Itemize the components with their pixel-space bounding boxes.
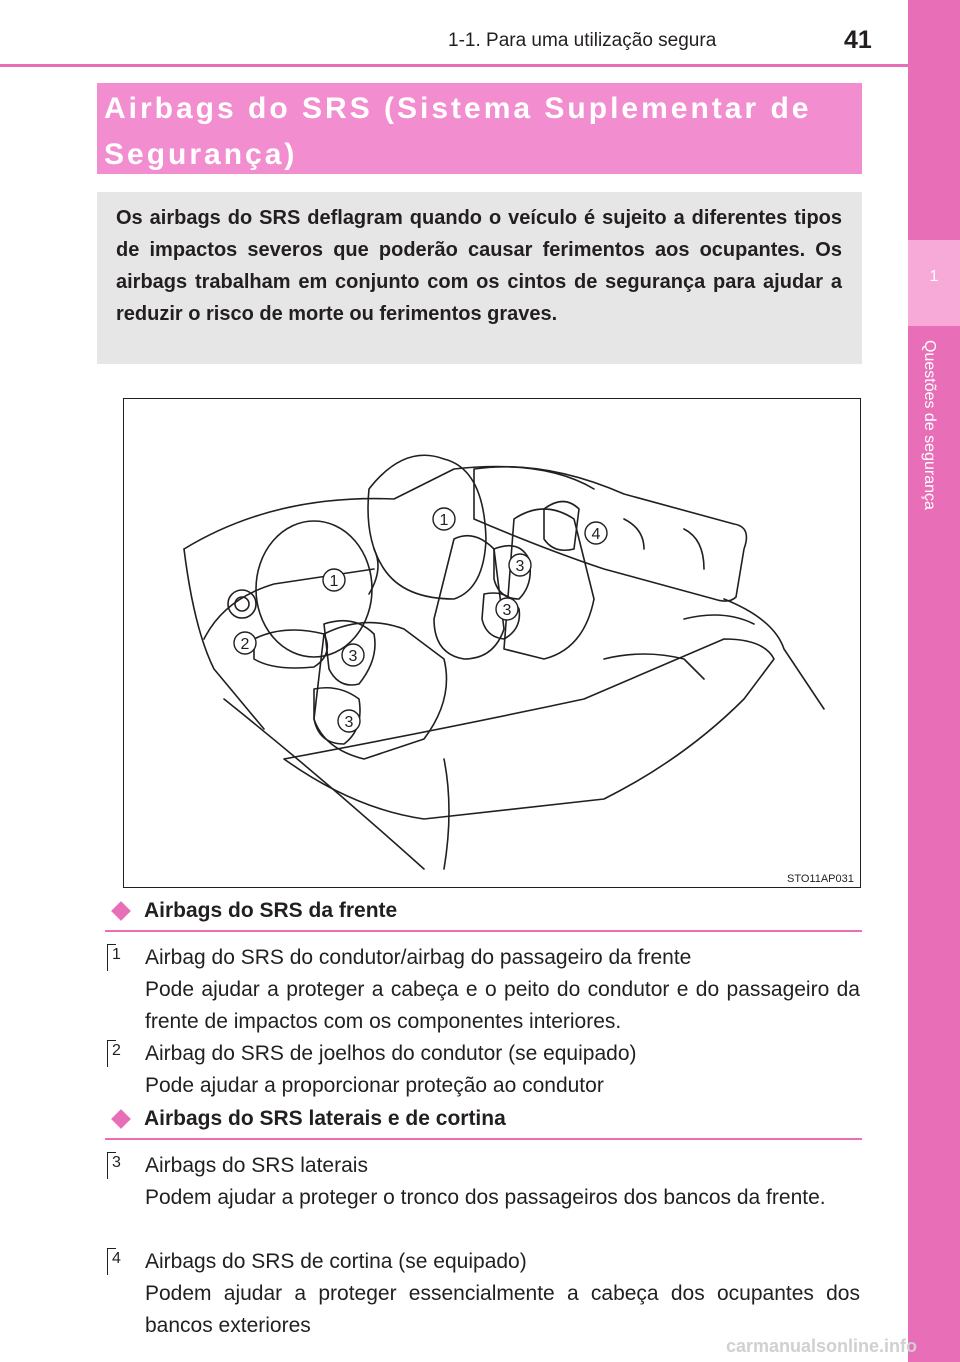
item-2 bbox=[145, 1038, 860, 1102]
page-number: 41 bbox=[844, 26, 872, 54]
subheading-side-curtain-airbags bbox=[112, 1107, 506, 1131]
subheading-front-airbags bbox=[112, 899, 397, 923]
callout-1-passenger bbox=[433, 508, 455, 530]
item-title: Airbag do SRS de joelhos do condutor (se equipado) bbox=[145, 1042, 637, 1065]
item-1 bbox=[145, 942, 860, 1038]
svg-text:1: 1 bbox=[329, 573, 339, 590]
car-interior-illustration bbox=[124, 399, 860, 887]
svg-text:3: 3 bbox=[348, 648, 358, 665]
subheading-rule bbox=[105, 930, 862, 932]
callout-4 bbox=[585, 522, 607, 544]
callout-3-driver-lower bbox=[338, 710, 360, 732]
item-number-4: 4 bbox=[107, 1248, 131, 1274]
page-title: Airbags do SRS (Sistema Suplementar de Segurança) bbox=[104, 92, 812, 171]
subheading-text: Airbags do SRS da frente bbox=[144, 899, 398, 922]
subheading-text: Airbags do SRS laterais e de cortina bbox=[144, 1107, 506, 1130]
svg-text:3: 3 bbox=[502, 602, 512, 619]
callout-1-driver bbox=[323, 569, 345, 591]
callout-2 bbox=[234, 632, 256, 654]
item-number-1: 1 bbox=[107, 944, 131, 970]
item-number-3: 3 bbox=[107, 1152, 131, 1178]
diamond-bullet-icon bbox=[111, 901, 131, 921]
item-title: Airbags do SRS de cortina (se equipado) bbox=[145, 1250, 527, 1273]
callout-3-passenger-lower bbox=[496, 598, 518, 620]
item-title: Airbag do SRS do condutor/airbag do passageiro da frente bbox=[145, 946, 692, 969]
header-rule bbox=[0, 64, 908, 67]
svg-text:3: 3 bbox=[344, 714, 354, 731]
airbag-figure bbox=[123, 398, 861, 888]
item-desc: Podem ajudar a proteger o tronco dos passageiros dos bancos da frente. bbox=[145, 1186, 826, 1209]
intro-text: Os airbags do SRS deflagram quando o veículo é sujeito a diferentes tipos de impactos severos que poderão causar ferimentos aos ocupantes. Os airbags trabalham em conjunto com os cintos de segurança para ajudar a reduzir o risco de morte ou ferimentos graves. bbox=[116, 207, 842, 325]
callout-3-passenger-upper bbox=[509, 554, 531, 576]
callout-3-driver-upper bbox=[342, 644, 364, 666]
diamond-bullet-icon bbox=[111, 1109, 131, 1129]
watermark: carmanualsonline.info bbox=[726, 1336, 918, 1356]
passenger-airbag bbox=[368, 455, 486, 599]
section-label: 1-1. Para uma utilização segura bbox=[448, 30, 717, 51]
item-number-2: 2 bbox=[107, 1040, 131, 1066]
item-title: Airbags do SRS laterais bbox=[145, 1154, 368, 1177]
side-tab-label: Questões de segurança bbox=[921, 340, 938, 510]
figure-code: STO11AP031 bbox=[787, 873, 854, 885]
knee-airbag bbox=[254, 630, 327, 668]
svg-text:4: 4 bbox=[591, 526, 601, 543]
svg-text:1: 1 bbox=[439, 512, 449, 529]
side-tab-chapter-number: 1 bbox=[929, 268, 939, 285]
driver-airbag bbox=[256, 521, 372, 657]
side-tab bbox=[908, 0, 960, 1362]
item-desc: Pode ajudar a proporcionar proteção ao condutor bbox=[145, 1074, 604, 1097]
subheading-rule bbox=[105, 1138, 862, 1140]
item-desc: Pode ajudar a proteger a cabeça e o peito do condutor e do passageiro da frente de impactos com os componentes interiores. bbox=[145, 978, 860, 1033]
svg-text:3: 3 bbox=[515, 558, 525, 575]
item-3 bbox=[145, 1150, 860, 1214]
item-desc: Podem ajudar a proteger essencialmente a cabeça dos ocupantes dos bancos exteriores bbox=[145, 1282, 860, 1337]
item-4 bbox=[145, 1246, 860, 1342]
svg-text:2: 2 bbox=[240, 636, 250, 653]
curtain-airbag bbox=[474, 467, 746, 601]
